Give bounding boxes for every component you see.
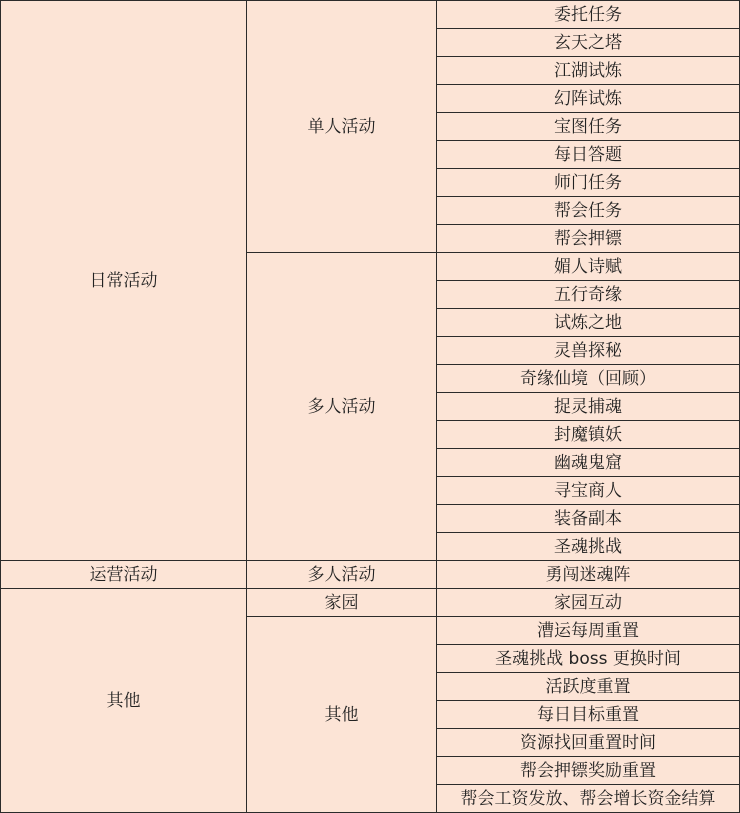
activity-name-cell: 圣魂挑战 [437, 533, 740, 561]
activity-name-cell: 寻宝商人 [437, 477, 740, 505]
activity-name-cell: 帮会工资发放、帮会增长资金结算 [437, 785, 740, 813]
activity-name-cell: 幻阵试炼 [437, 85, 740, 113]
activity-name-cell: 封魔镇妖 [437, 421, 740, 449]
activity-type-cell: 单人活动 [247, 1, 437, 253]
table-row [1, 1, 740, 29]
activity-name-cell: 师门任务 [437, 169, 740, 197]
activity-name-cell: 委托任务 [437, 1, 740, 29]
activity-type-cell: 家园 [247, 589, 437, 617]
activity-name-cell: 帮会押镖奖励重置 [437, 757, 740, 785]
activity-name-cell: 圣魂挑战 boss 更换时间 [437, 645, 740, 673]
activity-name-cell: 家园互动 [437, 589, 740, 617]
activity-name-cell: 帮会押镖 [437, 225, 740, 253]
table-body [1, 1, 740, 813]
activity-type-cell: 多人活动 [247, 561, 437, 589]
activity-name-cell: 玄天之塔 [437, 29, 740, 57]
activity-name-cell: 奇缘仙境（回顾） [437, 365, 740, 393]
table-row [1, 561, 740, 589]
activity-name-cell: 媚人诗赋 [437, 253, 740, 281]
activity-name-cell: 宝图任务 [437, 113, 740, 141]
activity-name-cell: 幽魂鬼窟 [437, 449, 740, 477]
activity-name-cell: 帮会任务 [437, 197, 740, 225]
activity-name-cell: 江湖试炼 [437, 57, 740, 85]
activity-name-cell: 每日目标重置 [437, 701, 740, 729]
activity-name-cell: 捉灵捕魂 [437, 393, 740, 421]
activity-name-cell: 装备副本 [437, 505, 740, 533]
activity-name-cell: 灵兽探秘 [437, 337, 740, 365]
activity-name-cell: 漕运每周重置 [437, 617, 740, 645]
category-cell: 其他 [1, 589, 247, 813]
category-cell: 日常活动 [1, 1, 247, 561]
activity-type-cell: 其他 [247, 617, 437, 813]
category-cell: 运营活动 [1, 561, 247, 589]
activity-type-cell: 多人活动 [247, 253, 437, 561]
activity-name-cell: 勇闯迷魂阵 [437, 561, 740, 589]
activity-name-cell: 资源找回重置时间 [437, 729, 740, 757]
table-row [1, 589, 740, 617]
activity-name-cell: 试炼之地 [437, 309, 740, 337]
activity-name-cell: 五行奇缘 [437, 281, 740, 309]
activity-name-cell: 活跃度重置 [437, 673, 740, 701]
activity-name-cell: 每日答题 [437, 141, 740, 169]
